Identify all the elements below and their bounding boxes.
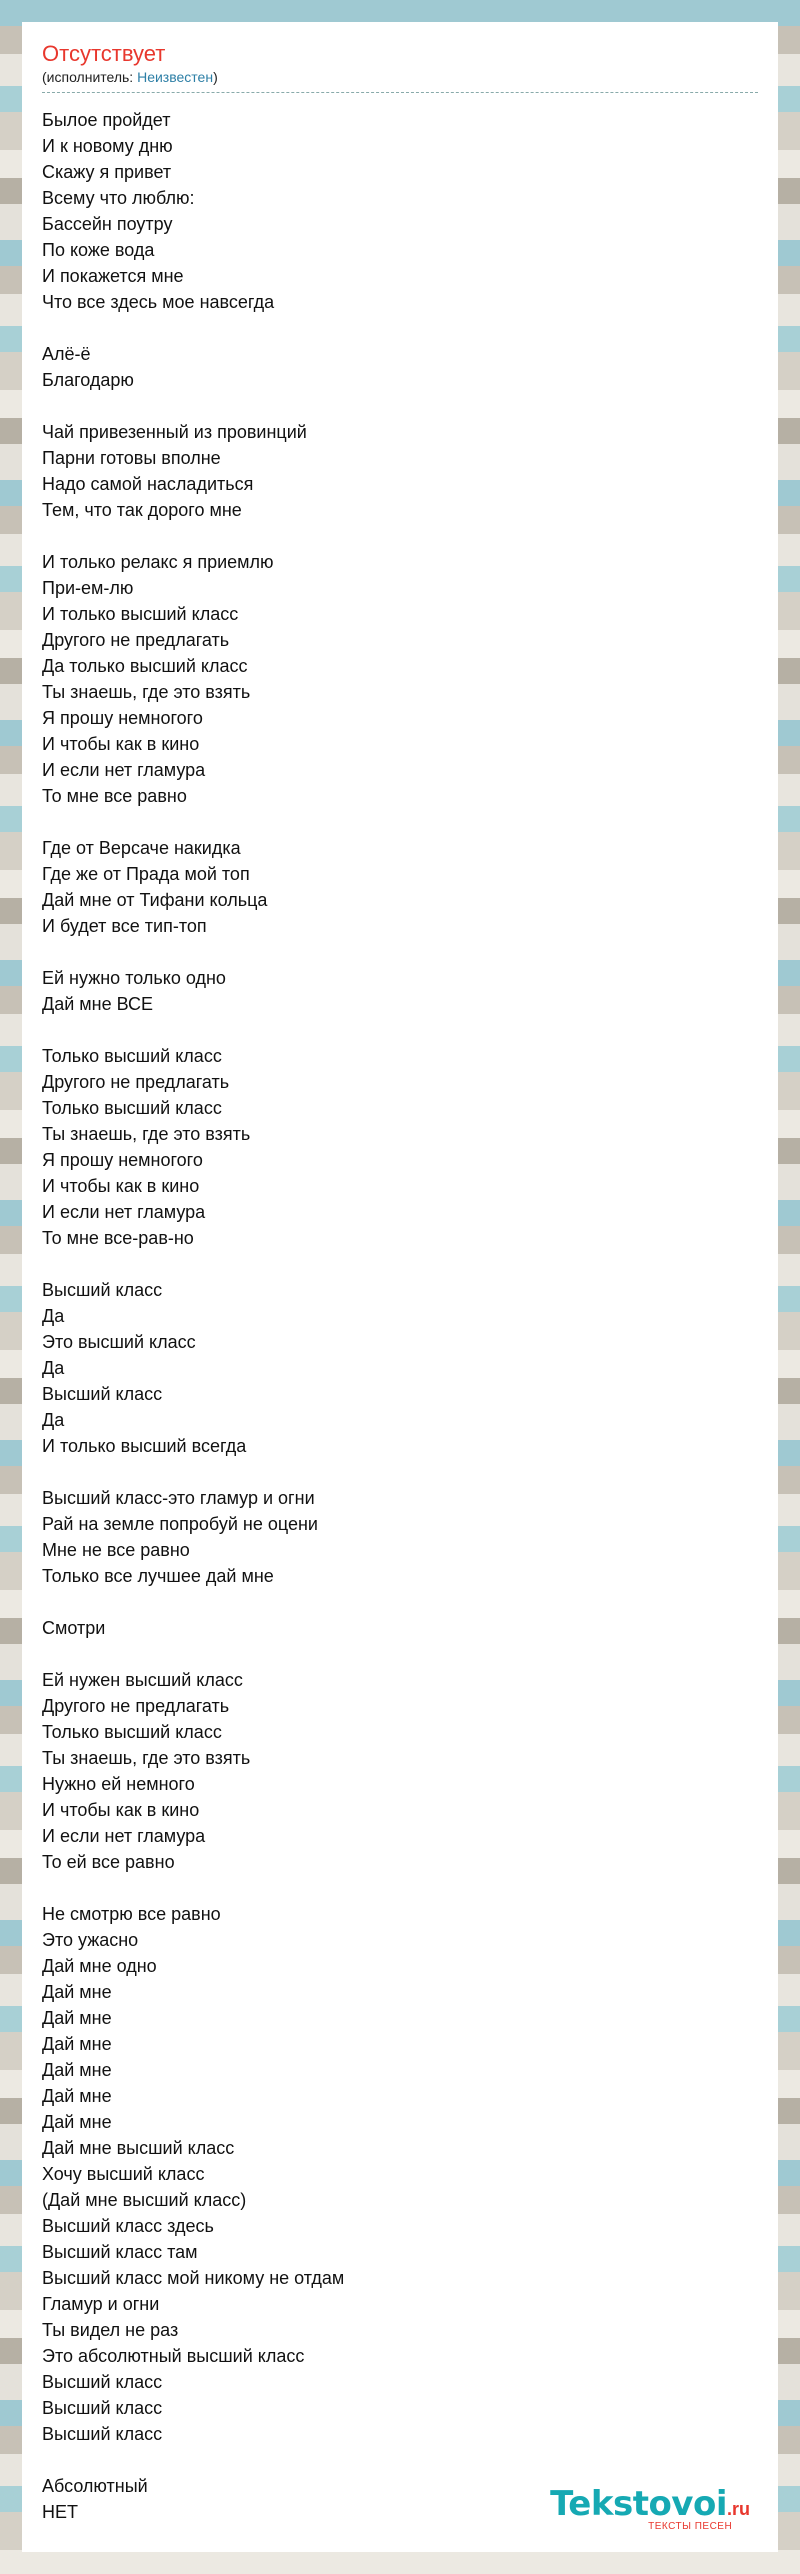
lyric-blank-line: [42, 393, 758, 419]
lyric-line: НЕТ: [42, 2502, 78, 2522]
lyric-blank-line: [42, 315, 758, 341]
lyric-line: И к новому дню: [42, 136, 173, 156]
lyric-line: Высший класс: [42, 1280, 163, 1300]
lyric-blank-line: [42, 523, 758, 549]
lyric-line: И если нет гламура: [42, 1202, 206, 1222]
lyric-line: Дай мне ВСЕ: [42, 994, 153, 1014]
lyric-line: Ты видел не раз: [42, 2320, 179, 2340]
lyric-line: Другого не предлагать: [42, 630, 230, 650]
lyric-line: И покажется мне: [42, 266, 184, 286]
lyric-line: Что все здесь мое навсегда: [42, 292, 275, 312]
artist-link[interactable]: Неизвестен: [137, 69, 214, 85]
artist-suffix: ): [213, 69, 218, 85]
lyric-line: Высший класс: [42, 2398, 163, 2418]
lyric-line: И чтобы как в кино: [42, 1176, 200, 1196]
lyric-line: Высший класс-это гламур и огни: [42, 1488, 315, 1508]
lyric-blank-line: [42, 809, 758, 835]
lyric-line: Высший класс: [42, 2424, 163, 2444]
lyric-line: Это абсолютный высший класс: [42, 2346, 305, 2366]
lyric-line: Только высший класс: [42, 1098, 222, 1118]
lyric-line: Только высший класс: [42, 1722, 222, 1742]
lyric-line: Алё-ё: [42, 344, 91, 364]
lyric-line: Дай мне: [42, 2086, 112, 2106]
lyric-line: И будет все тип-топ: [42, 916, 207, 936]
lyric-line: Высший класс мой никому не отдам: [42, 2268, 345, 2288]
lyric-line: Ей нужен высший класс: [42, 1670, 243, 1690]
lyric-blank-line: [42, 1459, 758, 1485]
lyric-blank-line: [42, 1251, 758, 1277]
lyric-line: Всему что люблю:: [42, 188, 195, 208]
lyric-line: Дай мне: [42, 2060, 112, 2080]
lyric-line: Бассейн поутру: [42, 214, 173, 234]
lyric-line: Я прошу немногого: [42, 708, 203, 728]
lyric-line: И только высший класс: [42, 604, 239, 624]
lyric-blank-line: [42, 939, 758, 965]
lyric-blank-line: [42, 1589, 758, 1615]
lyric-line: Тем, что так дорого мне: [42, 500, 242, 520]
lyric-line: Надо самой насладиться: [42, 474, 254, 494]
artist-prefix: (исполнитель:: [42, 69, 138, 85]
lyric-line: Дай мне от Тифани кольца: [42, 890, 268, 910]
lyric-line: И чтобы как в кино: [42, 1800, 200, 1820]
lyric-line: Ей нужно только одно: [42, 968, 226, 988]
lyric-blank-line: [42, 1017, 758, 1043]
lyric-line: Другого не предлагать: [42, 1072, 230, 1092]
lyric-line: Дай мне: [42, 1982, 112, 2002]
lyric-line: Высший класс: [42, 1384, 163, 1404]
lyric-line: Ты знаешь, где это взять: [42, 1124, 251, 1144]
lyrics-card: [22, 22, 778, 2552]
lyric-blank-line: [42, 1641, 758, 1667]
lyric-line: Дай мне: [42, 2008, 112, 2028]
lyric-line: Другого не предлагать: [42, 1696, 230, 1716]
lyric-line: Высший класс там: [42, 2242, 198, 2262]
lyric-line: Гламур и огни: [42, 2294, 160, 2314]
lyric-line: Хочу высший класс: [42, 2164, 205, 2184]
lyrics-body: [42, 107, 758, 2525]
site-logo[interactable]: [550, 2486, 750, 2532]
lyric-line: И только высший всегда: [42, 1436, 247, 1456]
lyric-line: Высший класс здесь: [42, 2216, 214, 2236]
lyric-line: Смотри: [42, 1618, 106, 1638]
lyric-line: Да только высший класс: [42, 656, 248, 676]
lyric-line: Это ужасно: [42, 1930, 139, 1950]
lyric-line: Не смотрю все равно: [42, 1904, 221, 1924]
lyric-line: То мне все-рав-но: [42, 1228, 194, 1248]
lyric-line: Только высший класс: [42, 1046, 222, 1066]
lyric-line: Былое пройдет: [42, 110, 171, 130]
lyric-line: Дай мне: [42, 2034, 112, 2054]
lyric-line: И чтобы как в кино: [42, 734, 200, 754]
lyric-line: И если нет гламура: [42, 1826, 206, 1846]
lyric-line: И если нет гламура: [42, 760, 206, 780]
logo-tld: .ru: [726, 2499, 750, 2519]
lyric-blank-line: [42, 1875, 758, 1901]
song-title: Отсутствует: [42, 41, 166, 66]
lyric-line: Только все лучшее дай мне: [42, 1566, 274, 1586]
lyric-line: Это высший класс: [42, 1332, 196, 1352]
lyric-line: Да: [42, 1358, 65, 1378]
lyric-line: (Дай мне высший класс): [42, 2190, 247, 2210]
lyric-line: То ей все равно: [42, 1852, 175, 1872]
lyric-line: Рай на земле попробуй не оцени: [42, 1514, 318, 1534]
lyric-line: По коже вода: [42, 240, 155, 260]
lyric-line: Дай мне высший класс: [42, 2138, 235, 2158]
lyric-line: Я прошу немногого: [42, 1150, 203, 1170]
lyric-line: То мне все равно: [42, 786, 187, 806]
lyric-line: Абсолютный: [42, 2476, 148, 2496]
lyric-blank-line: [42, 2447, 758, 2473]
lyric-line: Дай мне: [42, 2112, 112, 2132]
lyric-line: Нужно ей немного: [42, 1774, 195, 1794]
logo-tagline: ТЕКСТЫ ПЕСЕН: [648, 2521, 733, 2532]
lyric-line: И только релакс я приемлю: [42, 552, 274, 572]
lyric-line: Дай мне одно: [42, 1956, 157, 1976]
lyric-line: Где от Версаче накидка: [42, 838, 241, 858]
logo-wordmark: Tekstovoi: [550, 2484, 727, 2524]
lyric-line: Да: [42, 1306, 65, 1326]
lyric-line: Высший класс: [42, 2372, 163, 2392]
lyric-line: Парни готовы вполне: [42, 448, 221, 468]
lyric-line: Чай привезенный из провинций: [42, 422, 307, 442]
lyric-line: Ты знаешь, где это взять: [42, 1748, 251, 1768]
lyric-line: Где же от Прада мой топ: [42, 864, 250, 884]
lyric-line: При-ем-лю: [42, 578, 134, 598]
lyric-line: Благодарю: [42, 370, 134, 390]
lyric-line: Скажу я привет: [42, 162, 172, 182]
lyric-line: Мне не все равно: [42, 1540, 190, 1560]
lyric-line: Да: [42, 1410, 65, 1430]
lyric-line: Ты знаешь, где это взять: [42, 682, 251, 702]
artist-line: [42, 68, 758, 93]
